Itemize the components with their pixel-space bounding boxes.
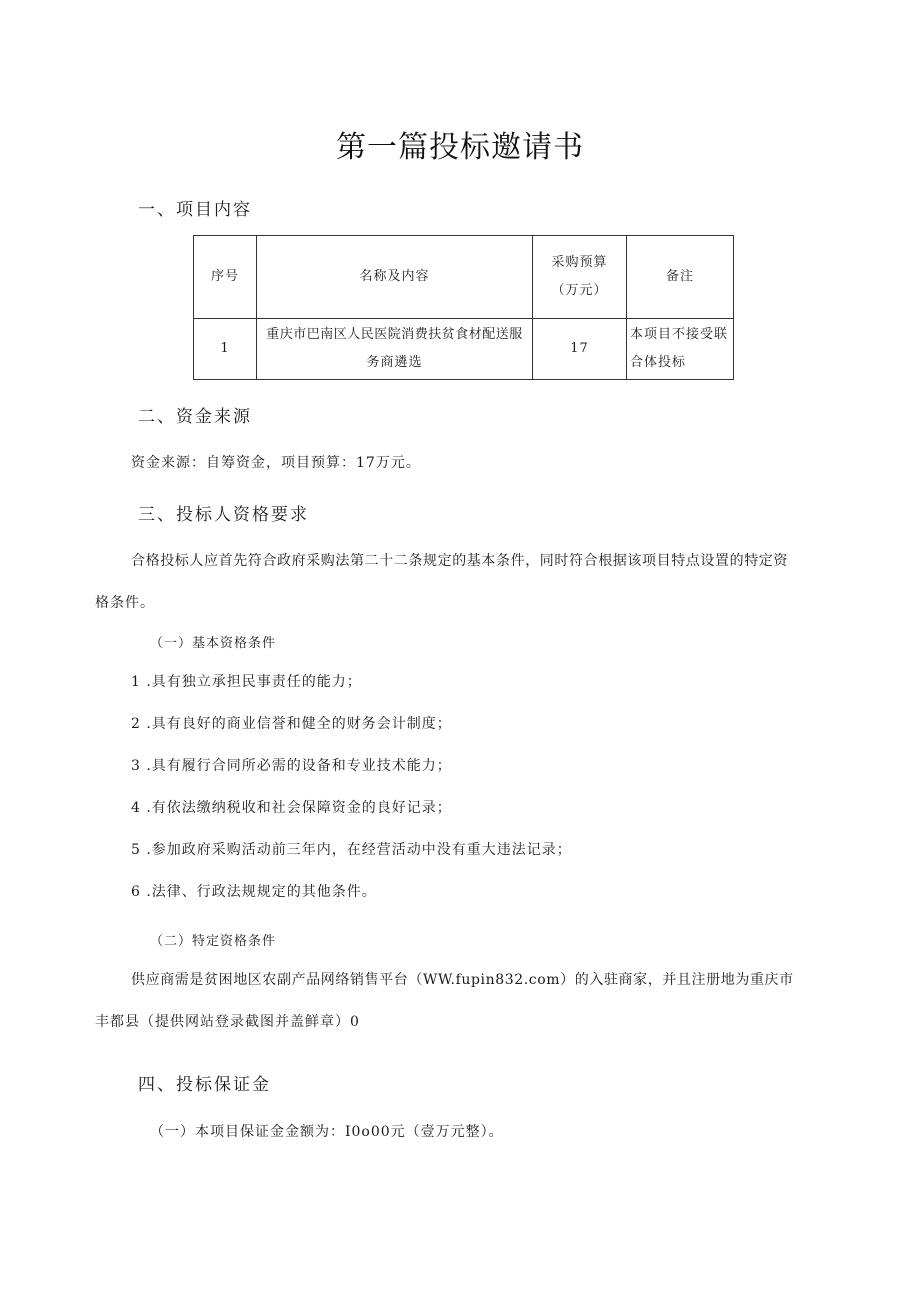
qualification-intro-line1: 合格投标人应首先符合政府采购法第二十二条规定的基本条件，同时符合根据该项目特点设置的特定资 (131, 553, 788, 569)
special-qualification-heading: （二）特定资格条件 (150, 934, 277, 949)
qualification-intro-line2: 格条件。 (95, 595, 155, 611)
table-header-row (194, 236, 734, 319)
section-heading-bid-bond: 四、投标保证金 (138, 1075, 271, 1095)
cell-seq: 1 (194, 319, 257, 380)
section-heading-qualification: 三、投标人资格要求 (138, 505, 309, 525)
cell-note (627, 319, 734, 380)
cell-budget: 17 (533, 319, 627, 380)
cell-name (257, 319, 533, 380)
basic-item-6: 6 .法律、行政法规规定的其他条件。 (131, 884, 377, 900)
section-heading-project-content: 一、项目内容 (138, 200, 252, 220)
header-name: 名称及内容 (257, 236, 533, 319)
cell-name-line2: 务商遴选 (366, 355, 423, 370)
cell-note-line2: 合体投标 (630, 355, 687, 370)
table-row (194, 319, 734, 380)
basic-item-5: 5 .参加政府采购活动前三年内，在经营活动中没有重大违法记录； (131, 842, 572, 858)
bid-bond-item-1: （一）本项目保证金金额为：I0o00元（壹万元整）。 (150, 1124, 504, 1140)
basic-item-3: 3 .具有履行合同所必需的设备和专业技术能力； (131, 758, 452, 774)
section-heading-funding: 二、资金来源 (138, 407, 252, 427)
header-budget-line1: 采购预算 (551, 255, 608, 270)
special-qualification-line1: 供应商需是贫困地区农副产品网络销售平台（WW.fupin832.com）的入驻商家，并且注册地为重庆市 (131, 972, 794, 988)
basic-item-2: 2 .具有良好的商业信誉和健全的财务会计制度； (131, 716, 452, 732)
header-note: 备注 (627, 236, 734, 319)
page-title: 第一篇投标邀请书 (336, 130, 584, 165)
header-budget (533, 236, 627, 319)
basic-item-4: 4 .有依法缴纳税收和社会保障资金的良好记录； (131, 800, 452, 816)
basic-qualification-heading: （一）基本资格条件 (150, 636, 277, 651)
cell-note-line1: 本项目不接受联 (630, 327, 729, 342)
header-seq: 序号 (194, 236, 257, 319)
special-qualification-line2: 丰都县（提供网站登录截图并盖鲜章）0 (95, 1014, 360, 1030)
basic-item-1: 1 .具有独立承担民事责任的能力； (131, 674, 362, 690)
cell-name-line1: 重庆市巴南区人民医院消费扶贫食材配送服 (266, 327, 523, 342)
project-table (193, 235, 734, 380)
funding-text: 资金来源：自筹资金，项目预算：17万元。 (131, 455, 421, 471)
header-budget-line2: （万元） (551, 283, 608, 298)
